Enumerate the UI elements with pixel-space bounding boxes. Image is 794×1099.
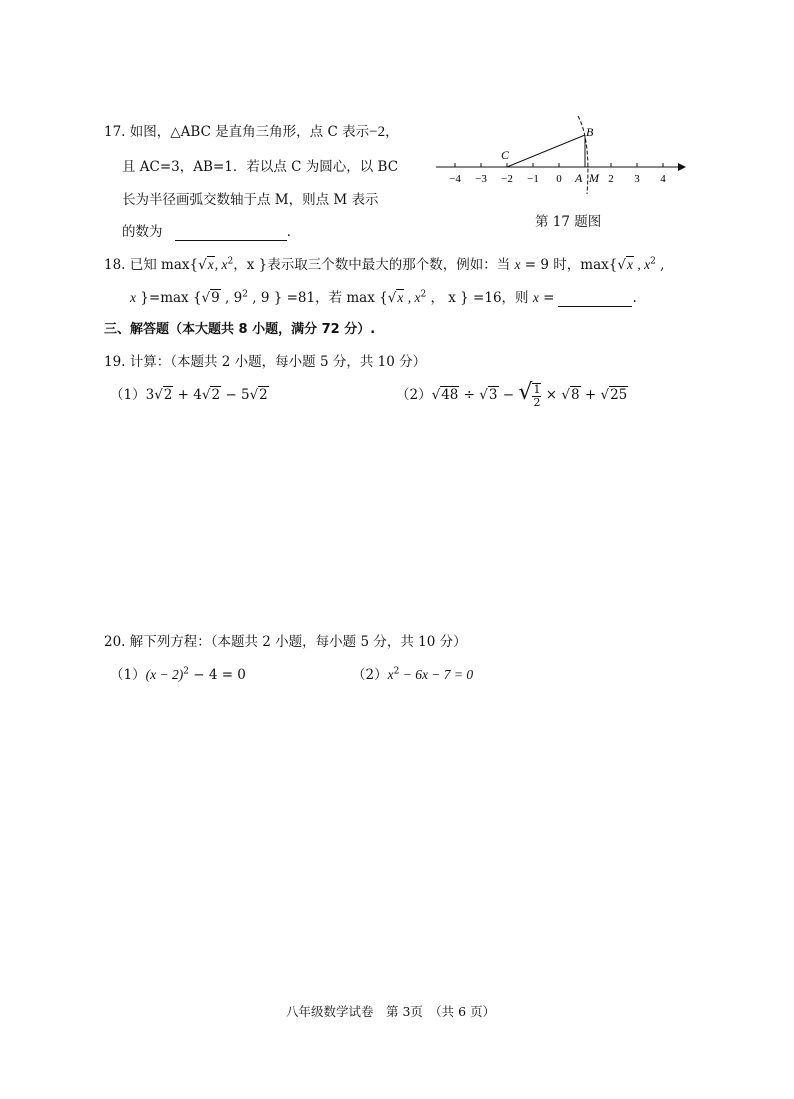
q17-answer-blank[interactable]	[175, 224, 287, 241]
sqrt-half: √ $\frac{1}{2}$	[518, 380, 541, 409]
sqrt-x-3: √x	[387, 290, 404, 306]
q19-answer-area[interactable]	[104, 410, 694, 620]
q20-answer-area[interactable]	[104, 690, 694, 990]
axis-tick-label: 2	[608, 173, 614, 185]
q17-line2: 且 AC=3，AB=1．若以点 C 为圆心，以 BC	[122, 159, 399, 175]
q19-part2: （2）√48 ÷ √3 − √ $\frac{1}{2}$ × √8 + √25	[396, 380, 628, 409]
sqrt-3: √3	[479, 387, 498, 403]
axis-tick-label: −1	[527, 173, 539, 185]
label-b: B	[586, 125, 594, 139]
sqrt-x: √x	[198, 257, 214, 273]
section-3-heading: 三、解答题（本大题共 8 小题，满分 72 分）.	[104, 322, 376, 337]
axis-tick-label: 3	[634, 173, 640, 185]
axis-tick-label: −2	[501, 173, 513, 185]
axis-ticks	[449, 163, 666, 185]
label-a: A	[575, 171, 583, 185]
q17-figure	[430, 112, 690, 202]
sqrt-9: √9	[201, 290, 220, 306]
sqrt-x-2: √x	[617, 257, 633, 273]
q20-part2: $(2)x^2 - 6x - 7 = 0$	[352, 666, 474, 683]
sqrt-2-c: √2	[249, 387, 268, 403]
label-m: M	[589, 171, 599, 185]
q19-title: 19. 计算：（本题共 2 小题，每小题 5 分，共 10 分）	[104, 354, 427, 370]
q18-answer-blank[interactable]	[558, 290, 632, 307]
sqrt-48: √48	[431, 387, 459, 403]
axis-tick-label: 4	[660, 173, 666, 185]
q17-caption: 第 17 题图	[535, 214, 602, 230]
q20-part1: $(1)(x - 2)^2 - 4 = 0$	[110, 666, 246, 683]
sqrt-25: √25	[600, 387, 628, 403]
sqrt-8: √8	[561, 387, 580, 403]
q17-line4: 的数为 ．	[122, 224, 301, 240]
q20-title: 20. 解下列方程：（本题共 2 小题，每小题 5 分，共 10 分）	[104, 634, 467, 650]
q18-line1: 18. 已知 max{√x, $x^2$，x }表示取三个数中最大的那个数，例如：当 x = 9 时，max{√x , $x^2$ ,	[104, 256, 665, 273]
axis-tick-label: −3	[475, 173, 487, 185]
label-c: C	[501, 148, 510, 162]
axis-tick-label: 0	[556, 173, 562, 185]
q17-line3: 长为半径画弧交数轴于点 M，则点 M 表示	[122, 192, 379, 208]
axis-arrow-icon	[678, 163, 686, 171]
sqrt-2-a: √2	[154, 387, 173, 403]
q19-part1: （1）3√2 + 4√2 − 5√2	[110, 387, 268, 403]
q18-line2: x }=max {√9 , $9^2$ , 9 } =81，若 max {√x , $x^2$ ， x } =16，则 x = .	[130, 289, 637, 306]
axis-tick-label: −4	[449, 173, 461, 185]
q17-line1: 17. 如图，△ABC 是直角三角形，点 C 表示−2，	[104, 124, 399, 140]
segment-cb	[507, 135, 585, 167]
sqrt-2-b: √2	[201, 387, 221, 403]
q17-value-c: −2	[369, 124, 386, 140]
page-footer: 八年级数学试卷 第 3页 （共 6 页）	[286, 1004, 496, 1019]
